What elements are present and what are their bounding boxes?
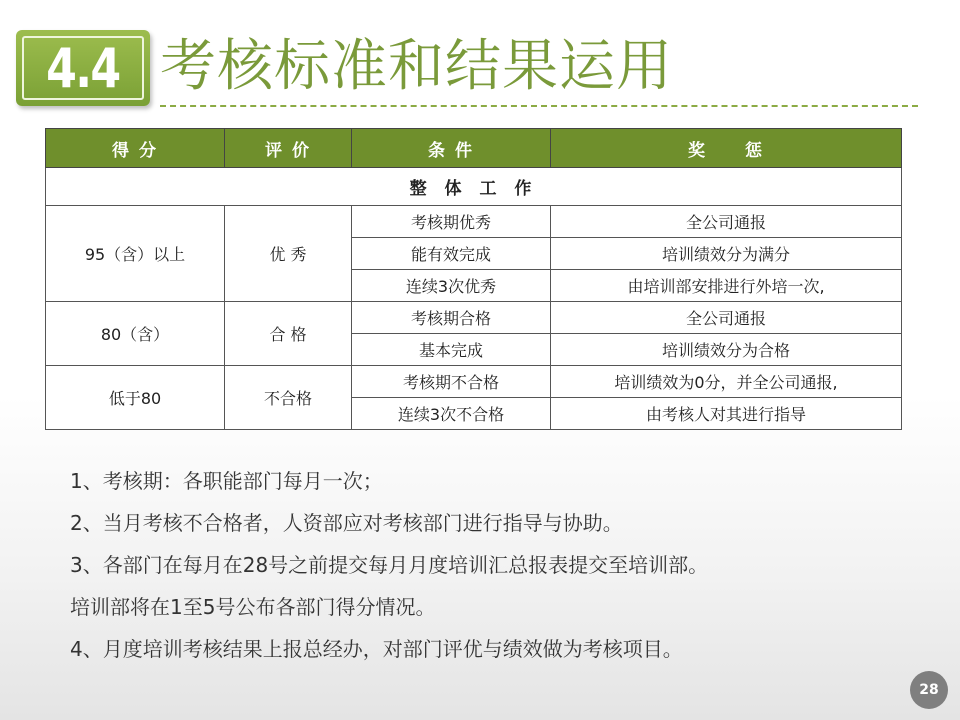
condition-cell: 连续3次不合格 xyxy=(352,398,551,430)
condition-cell: 考核期优秀 xyxy=(352,206,551,238)
reward-cell: 全公司通报 xyxy=(551,206,902,238)
page-number-badge: 28 xyxy=(910,671,948,709)
page-title: 考核标准和结果运用 xyxy=(160,34,673,99)
condition-cell: 基本完成 xyxy=(352,334,551,366)
section-badge-frame xyxy=(22,36,144,100)
table-row xyxy=(46,366,902,398)
table-row xyxy=(46,302,902,334)
header-reward: 奖 惩 xyxy=(551,129,902,168)
notes-list xyxy=(70,460,920,670)
note-item: 4、月度培训考核结果上报总经办，对部门评优与绩效做为考核项目。 xyxy=(70,637,683,661)
note-item: 培训部将在1至5号公布各部门得分情况。 xyxy=(70,595,436,619)
table-header-row xyxy=(46,129,902,168)
rating-cell: 不合格 xyxy=(225,366,352,430)
score-cell: 80（含） xyxy=(46,302,225,366)
note-item: 2、当月考核不合格者，人资部应对考核部门进行指导与协助。 xyxy=(70,511,623,535)
condition-cell: 考核期不合格 xyxy=(352,366,551,398)
table-row xyxy=(46,206,902,238)
reward-cell: 全公司通报 xyxy=(551,302,902,334)
evaluation-table xyxy=(45,128,902,430)
reward-cell: 培训绩效为0分，并全公司通报, xyxy=(551,366,902,398)
note-item: 3、各部门在每月在28号之前提交每月月度培训汇总报表提交至培训部。 xyxy=(70,553,709,577)
reward-cell: 培训绩效分为合格 xyxy=(551,334,902,366)
condition-cell: 能有效完成 xyxy=(352,238,551,270)
condition-cell: 连续3次优秀 xyxy=(352,270,551,302)
section-number: 4.4 xyxy=(46,36,120,100)
table-section-row xyxy=(46,168,902,206)
header-rating: 评 价 xyxy=(225,129,352,168)
reward-cell: 培训绩效分为满分 xyxy=(551,238,902,270)
title-divider xyxy=(160,105,918,107)
score-cell: 95（含）以上 xyxy=(46,206,225,302)
note-item: 1、考核期：各职能部门每月一次； xyxy=(70,469,383,493)
section-badge xyxy=(16,30,150,106)
rating-cell: 优 秀 xyxy=(225,206,352,302)
reward-cell: 由考核人对其进行指导 xyxy=(551,398,902,430)
condition-cell: 考核期合格 xyxy=(352,302,551,334)
header-score: 得 分 xyxy=(46,129,225,168)
section-title: 整 体 工 作 xyxy=(46,168,902,206)
reward-cell: 由培训部安排进行外培一次, xyxy=(551,270,902,302)
rating-cell: 合 格 xyxy=(225,302,352,366)
header-condition: 条 件 xyxy=(352,129,551,168)
score-cell: 低于80 xyxy=(46,366,225,430)
